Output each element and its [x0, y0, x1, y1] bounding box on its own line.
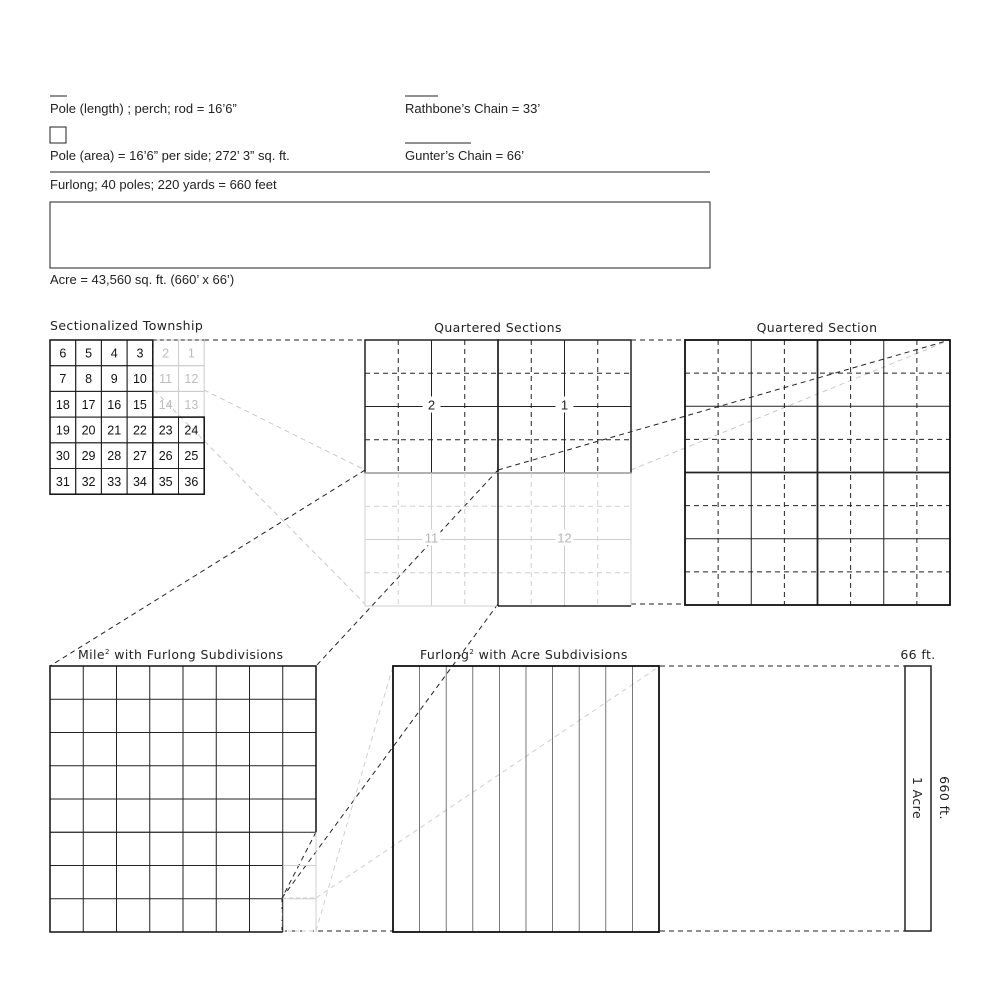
acre-height-label: 660 ft.	[937, 776, 952, 820]
gunter-chain-label: Gunter’s Chain = 66’	[405, 148, 525, 163]
township-section-number: 3	[136, 346, 144, 361]
acre-width-label: 66 ft.	[900, 647, 936, 662]
furlong-title-sup: 2	[469, 648, 475, 656]
township-section-number: 16	[107, 397, 122, 412]
mile-title-prefix: Mile	[78, 647, 106, 662]
township-section-number: 2	[162, 346, 170, 361]
township-section-number: 9	[110, 372, 118, 387]
township-section-number: 27	[132, 449, 147, 464]
acre-strip-name: 1 Acre	[910, 776, 925, 820]
township-section-number: 36	[184, 474, 199, 489]
township-grid	[50, 340, 204, 494]
mile-title-suffix: with Furlong Subdivisions	[109, 647, 284, 662]
quartered-section-title: Quartered Section	[756, 320, 878, 335]
pole-length-label: Pole (length) ; perch; rod = 16’6”	[50, 101, 237, 116]
quartered-section-number: 11	[424, 530, 439, 546]
township-section-number: 23	[158, 423, 173, 438]
mile-title-sup: 2	[105, 648, 110, 656]
furlong-title-suffix: with Acre Subdivisions	[474, 647, 628, 662]
township-section-number: 10	[132, 372, 147, 387]
connector-township-mid	[204, 390, 365, 470]
connector-qs-faint	[631, 340, 950, 470]
township-section-number: 18	[55, 397, 70, 412]
quartered-sections-grid	[365, 340, 631, 606]
quartered-section-number: 2	[427, 397, 436, 413]
township-section-number: 24	[184, 423, 199, 438]
township-section-number: 4	[110, 346, 118, 361]
quartered-sections-title: Quartered Sections	[434, 320, 562, 335]
township-section-number: 31	[55, 474, 70, 489]
township-section-number: 20	[81, 423, 96, 438]
township-section-number: 26	[158, 449, 173, 464]
township-section-number: 1	[187, 346, 195, 361]
mile-square-grid	[50, 666, 316, 932]
township-section-number: 25	[184, 449, 199, 464]
township-section-number: 19	[55, 423, 70, 438]
township-section-number: 33	[107, 474, 122, 489]
units-legend	[50, 96, 710, 287]
township-section-number: 6	[59, 346, 67, 361]
township-section-number: 32	[81, 474, 96, 489]
connector-mile-left	[50, 470, 365, 666]
furlong-source-cell	[282, 898, 316, 931]
furlong-square-title	[420, 647, 628, 662]
township-section-number: 29	[81, 449, 96, 464]
township-section-number: 30	[55, 449, 70, 464]
township-section-number: 11	[159, 372, 173, 387]
acre-rectangle	[50, 202, 710, 268]
quartered-section-number: 12	[557, 530, 572, 546]
township-section-number: 5	[85, 346, 93, 361]
township-title: Sectionalized Township	[50, 318, 204, 333]
township-section-number: 34	[132, 474, 147, 489]
connector-mile-right	[316, 470, 498, 666]
township-section-number: 13	[184, 397, 199, 412]
rathbone-chain-label: Rathbone’s Chain = 33’	[405, 101, 541, 116]
furlong-title-prefix: Furlong	[420, 647, 470, 662]
township-section-number: 7	[59, 372, 67, 387]
township-section-number: 15	[132, 397, 147, 412]
mile-square-title	[78, 647, 283, 662]
connector-furlong-faint-1	[316, 666, 393, 931]
township-section-number: 12	[184, 372, 199, 387]
township-section-number: 22	[132, 423, 147, 438]
furlong-label: Furlong; 40 poles; 220 yards = 660 feet	[50, 177, 277, 192]
township-section-number: 14	[158, 397, 173, 412]
township-section-number: 8	[85, 372, 93, 387]
township-section-number: 28	[107, 449, 122, 464]
furlong-square-grid	[393, 666, 659, 932]
pole-area-square	[50, 127, 66, 143]
pole-area-label: Pole (area) = 16’6” per side; 272’ 3” sq. ft.	[50, 148, 290, 163]
township-section-number: 17	[81, 397, 96, 412]
township-section-number: 35	[158, 474, 173, 489]
township-section-number: 21	[107, 423, 122, 438]
quartered-section-number: 1	[560, 397, 569, 413]
acre-label: Acre = 43,560 sq. ft. (660’ x 66’)	[50, 272, 235, 287]
quartered-section-grid	[685, 340, 950, 605]
connector-township-low	[154, 390, 365, 604]
